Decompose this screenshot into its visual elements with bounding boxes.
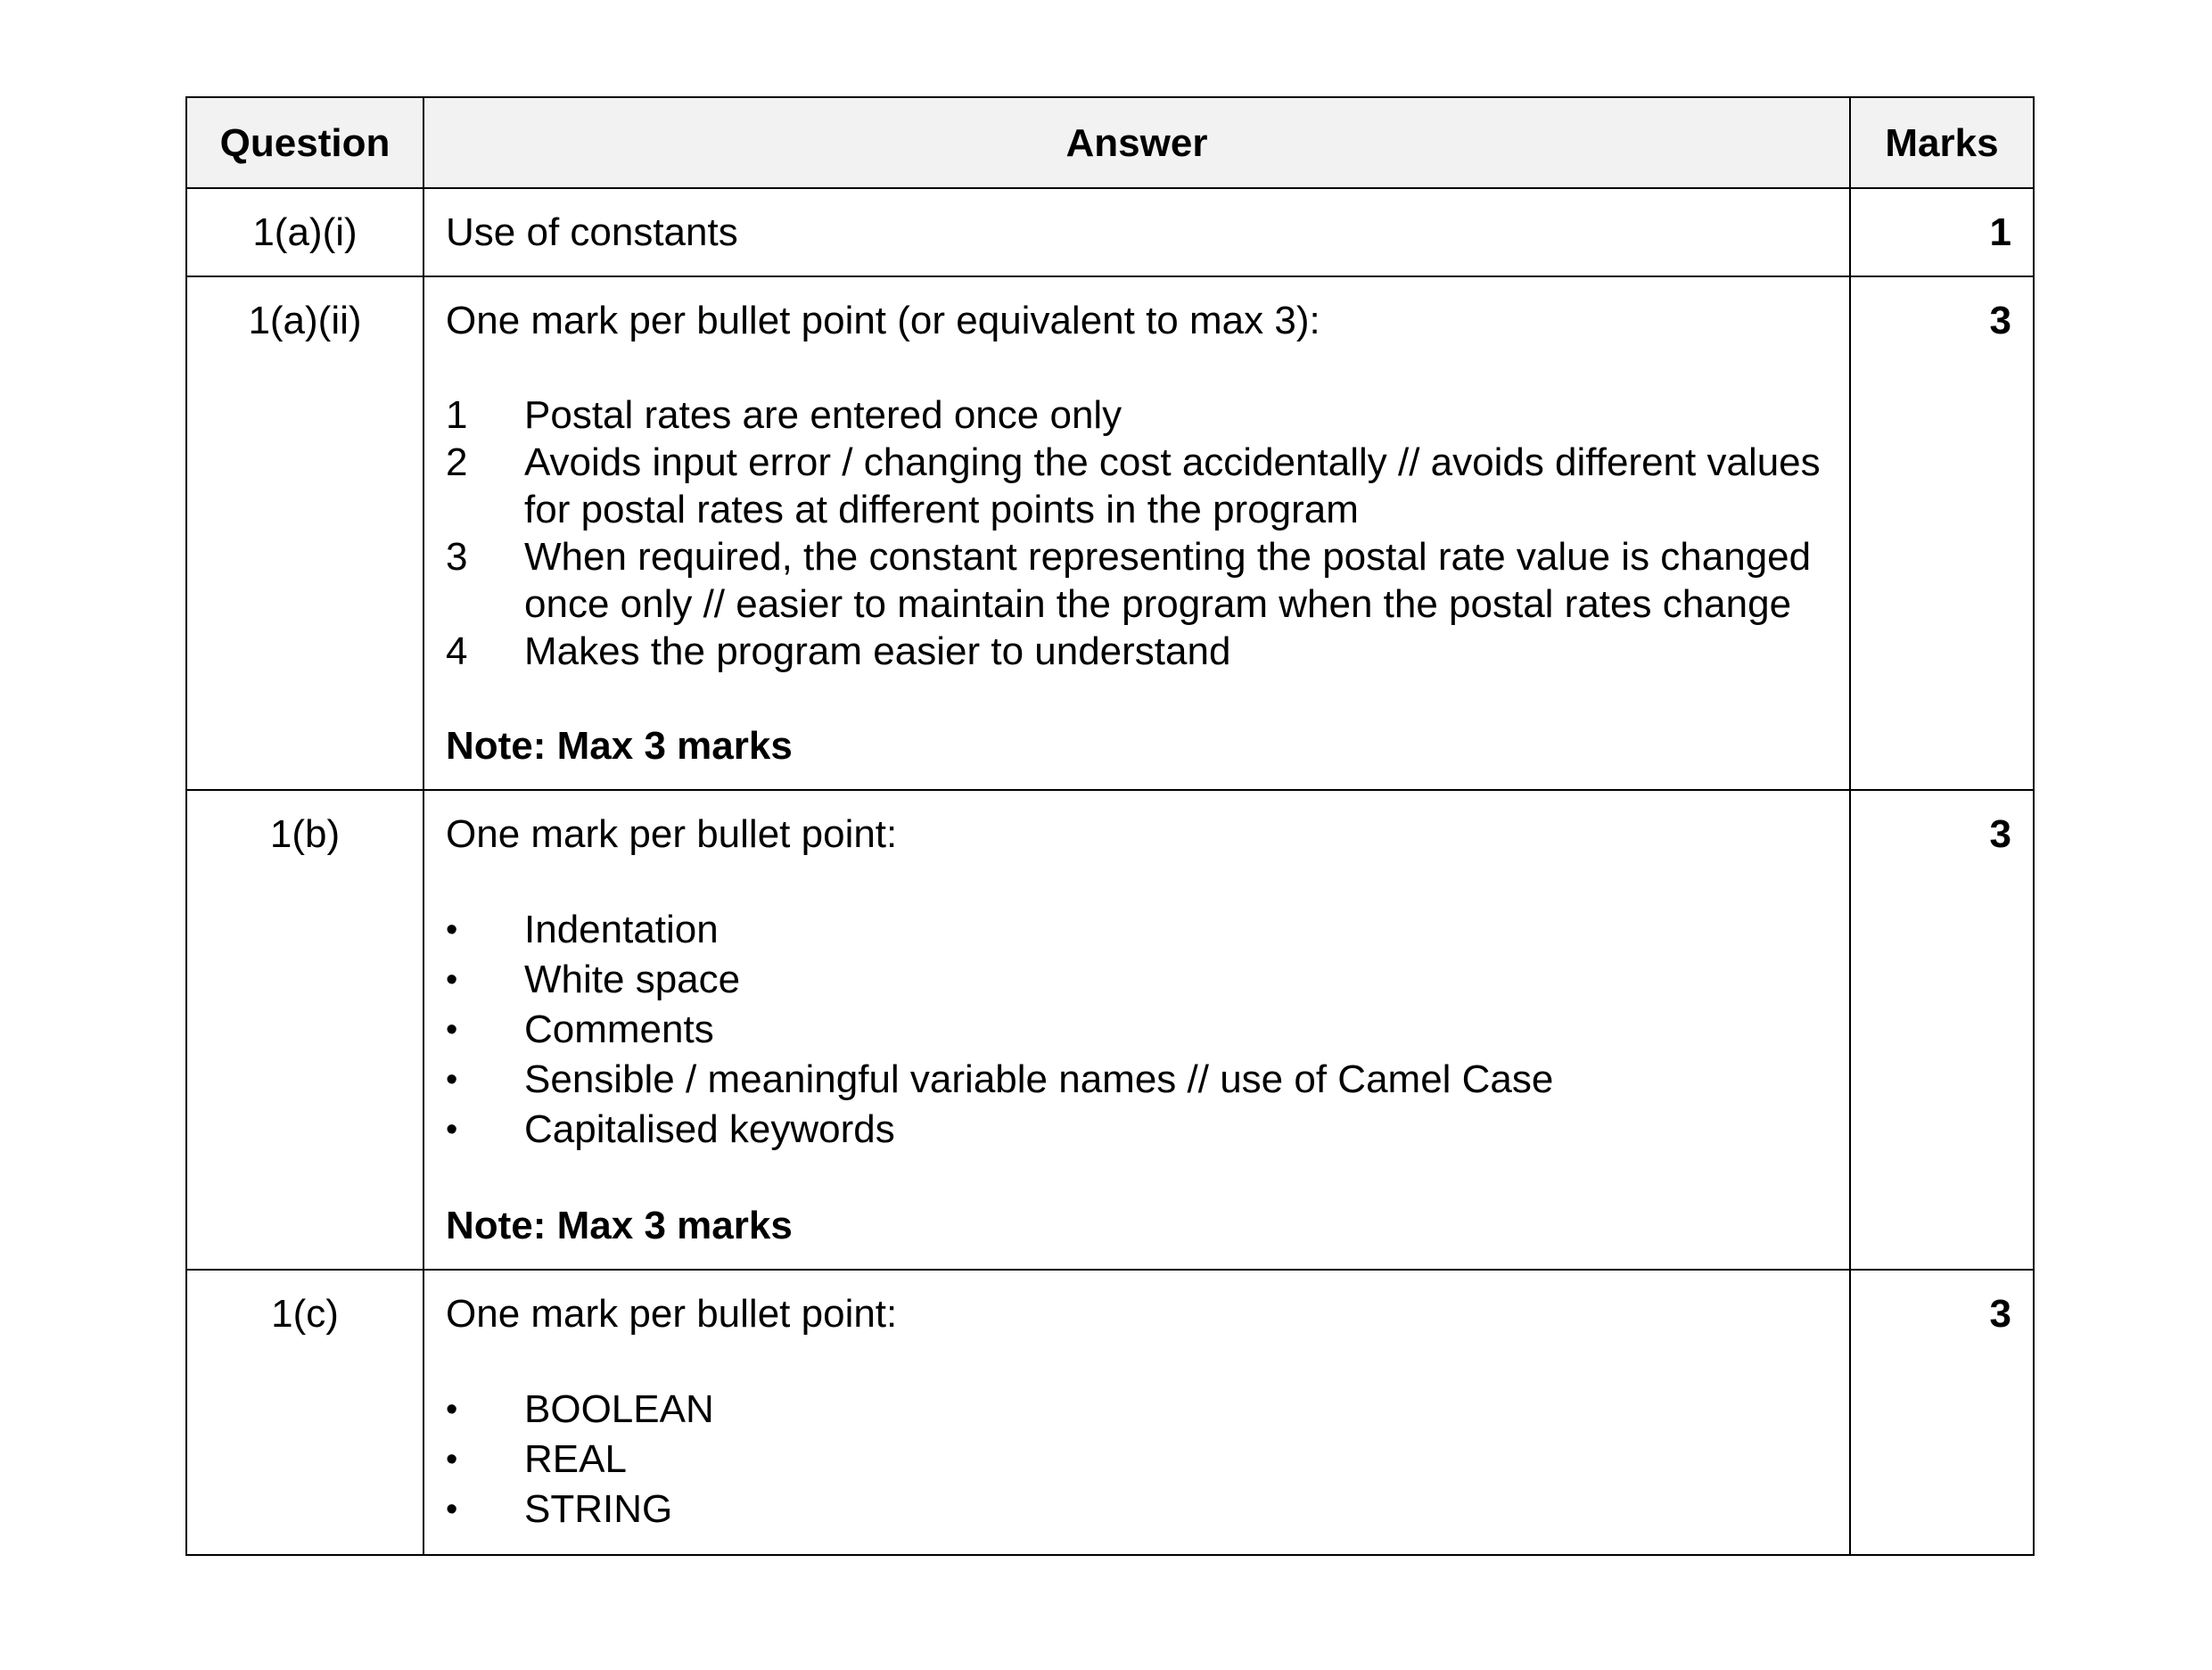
item-text: When required, the constant representing the postal rate value is changed once only // easier to maintain the program when the postal rates change (524, 535, 1812, 626)
table-row (186, 188, 2034, 276)
answer-intro: One mark per bullet point (or equivalent to max 3): (446, 299, 1320, 342)
list-item (446, 1385, 1828, 1435)
marks-cell: 1 (1850, 188, 2034, 276)
item-text: BOOLEAN (524, 1387, 714, 1431)
table-row (186, 1270, 2034, 1555)
list-item (446, 1055, 1828, 1105)
answer-text: Use of constants (446, 210, 738, 254)
item-text: STRING (524, 1487, 673, 1531)
answer-cell (423, 188, 1850, 276)
item-text: Sensible / meaningful variable names // use of Camel Case (524, 1057, 1554, 1101)
question-cell: 1(a)(ii) (186, 276, 423, 790)
answer-cell (423, 276, 1850, 790)
list-item (446, 391, 1828, 439)
bullet-icon: • (446, 1441, 458, 1478)
item-text: Avoids input error / changing the cost accidentally // avoids different values for postal rates at different points in the program (524, 440, 1821, 531)
list-item (446, 1005, 1828, 1055)
question-cell: 1(a)(i) (186, 188, 423, 276)
header-question: Question (186, 97, 423, 188)
item-text: White space (524, 958, 741, 1001)
header-row (186, 97, 2034, 188)
list-item (446, 439, 1828, 533)
mark-scheme-table (185, 96, 2035, 1556)
answer-intro: One mark per bullet point: (446, 1292, 898, 1336)
marks-cell: 3 (1850, 1270, 2034, 1555)
table-row (186, 790, 2034, 1270)
note-text: Note: Max 3 marks (446, 1204, 793, 1247)
table-row (186, 276, 2034, 790)
answer-cell (423, 1270, 1850, 1555)
question-cell: 1(b) (186, 790, 423, 1270)
list-item (446, 628, 1828, 675)
marks-cell: 3 (1850, 276, 2034, 790)
bullet-icon: • (446, 1011, 458, 1049)
list-item (446, 533, 1828, 628)
item-text: Indentation (524, 908, 719, 951)
answer-cell (423, 790, 1850, 1270)
question-cell: 1(c) (186, 1270, 423, 1555)
item-number: 1 (446, 393, 468, 437)
bullet-icon: • (446, 1391, 458, 1428)
answer-intro: One mark per bullet point: (446, 812, 898, 856)
bullet-icon: • (446, 961, 458, 999)
header-marks: Marks (1850, 97, 2034, 188)
item-number: 2 (446, 440, 468, 484)
numbered-list (446, 391, 1828, 675)
list-item (446, 1105, 1828, 1155)
bullet-list (446, 1385, 1828, 1534)
item-text: Capitalised keywords (524, 1107, 895, 1151)
list-item (446, 1485, 1828, 1534)
item-number: 3 (446, 535, 468, 579)
marks-cell: 3 (1850, 790, 2034, 1270)
bullet-icon: • (446, 911, 458, 949)
list-item (446, 955, 1828, 1005)
list-item (446, 1435, 1828, 1485)
bullet-list (446, 905, 1828, 1155)
header-answer: Answer (423, 97, 1850, 188)
bullet-icon: • (446, 1111, 458, 1148)
item-text: REAL (524, 1437, 627, 1481)
bullet-icon: • (446, 1061, 458, 1098)
item-number: 4 (446, 629, 468, 673)
list-item (446, 905, 1828, 955)
item-text: Postal rates are entered once only (524, 393, 1122, 437)
item-text: Makes the program easier to understand (524, 629, 1231, 673)
bullet-icon: • (446, 1491, 458, 1528)
item-text: Comments (524, 1008, 714, 1051)
note-text: Note: Max 3 marks (446, 724, 793, 768)
